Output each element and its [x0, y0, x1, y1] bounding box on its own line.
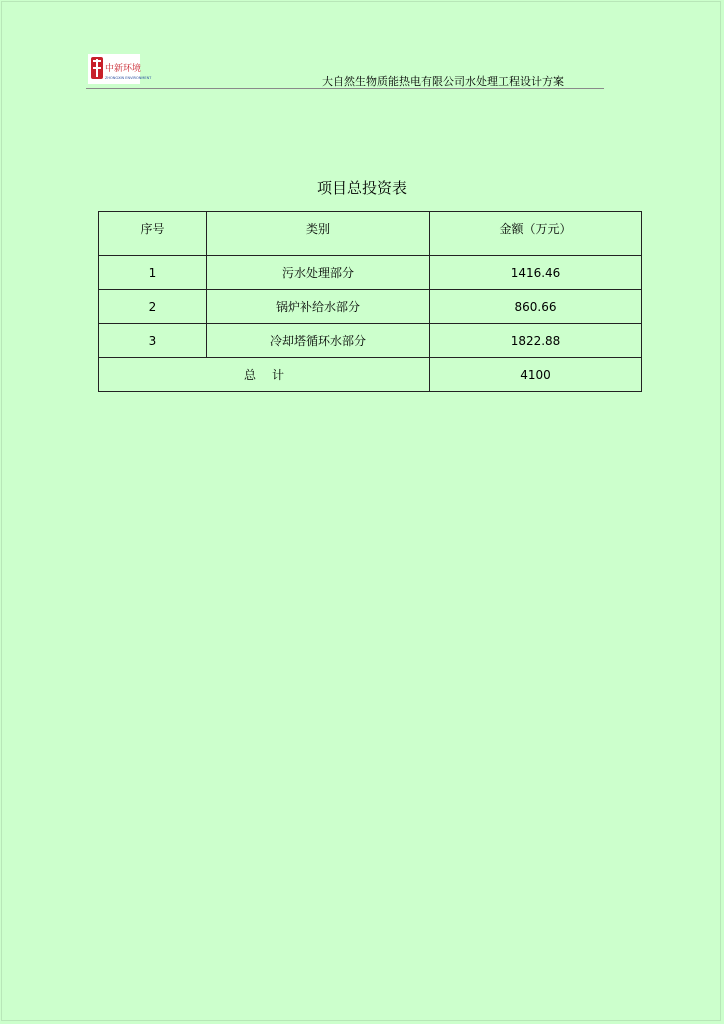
page-border: [1, 1, 721, 1021]
cell-category: 污水处理部分: [207, 256, 430, 290]
header-rule: [86, 88, 604, 89]
table-row: [99, 290, 642, 324]
table-header-row: [99, 212, 642, 256]
header-doc-subject: 大自然生物质能热电有限公司水处理工程设计方案: [322, 75, 564, 88]
total-amount: 4100: [430, 358, 642, 392]
page-title: 项目总投资表: [316, 179, 407, 197]
svg-text:ZHONGXIN ENVIRONMENT: ZHONGXIN ENVIRONMENT: [105, 76, 152, 80]
column-header-amount: 金额（万元）: [430, 212, 642, 256]
cell-amount: 860.66: [430, 290, 642, 324]
cell-category: 锅炉补给水部分: [207, 290, 430, 324]
column-header-category: 类别: [207, 212, 430, 256]
svg-text:中新环境: 中新环境: [105, 64, 142, 74]
total-label-char-1: 总: [243, 368, 256, 382]
cell-category: 冷却塔循环水部分: [207, 324, 430, 358]
table-row: [99, 256, 642, 290]
company-logo: [88, 54, 152, 84]
cell-no: 3: [99, 324, 207, 358]
total-label-char-2: 计: [272, 368, 285, 382]
investment-table: [98, 211, 642, 392]
cell-no: 2: [99, 290, 207, 324]
cell-amount: 1822.88: [430, 324, 642, 358]
table-total-row: [99, 358, 642, 392]
cell-amount: 1416.46: [430, 256, 642, 290]
total-label: [99, 358, 430, 392]
table-row: [99, 324, 642, 358]
column-header-no: 序号: [99, 212, 207, 256]
cell-no: 1: [99, 256, 207, 290]
